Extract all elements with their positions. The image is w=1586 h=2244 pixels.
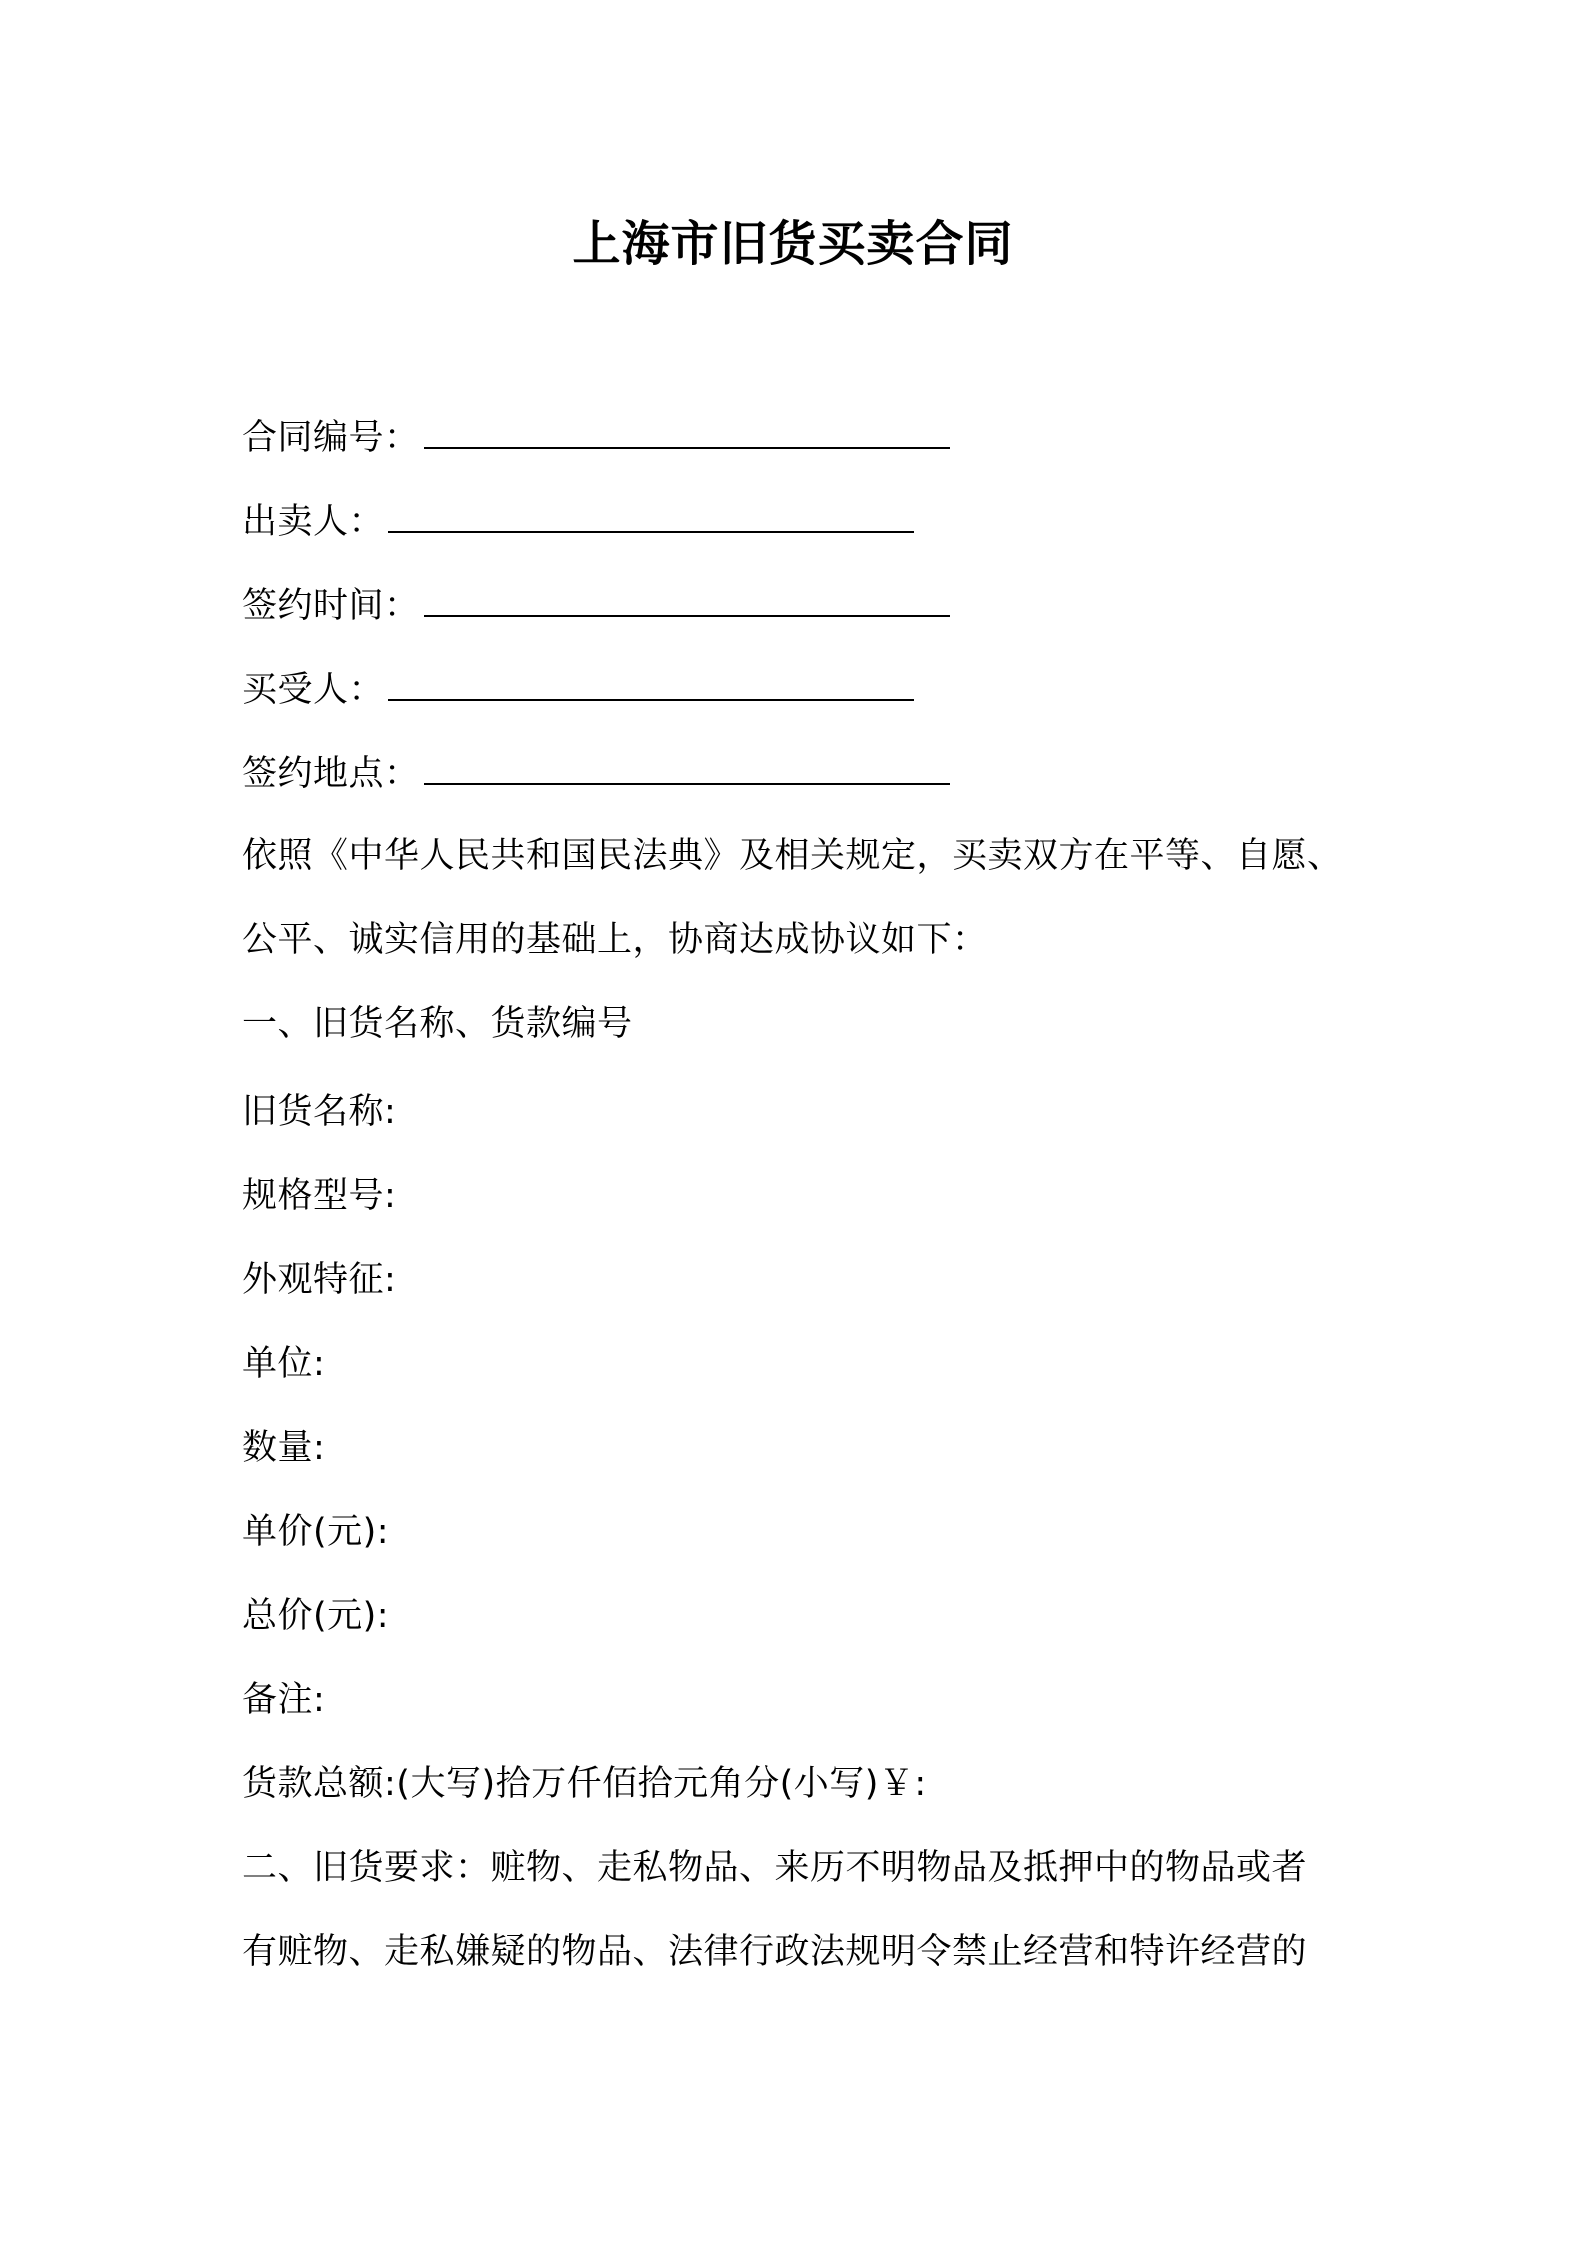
field-label: 出卖人：: [242, 502, 385, 542]
blank-line: [388, 665, 914, 701]
total-amount: 货款总额:(大写)拾万仟佰拾元角分(小写)￥:: [242, 1764, 927, 1804]
field-seller: [242, 497, 914, 546]
blank-line: [424, 749, 950, 785]
field-buyer: [242, 665, 914, 714]
section-2-line-2: 有赃物、走私嫌疑的物品、法律行政法规明令禁止经营和特许经营的: [242, 1932, 1308, 1972]
field-label: 签约地点：: [242, 754, 420, 794]
item-spec-model: 规格型号:: [242, 1176, 397, 1216]
blank-line: [424, 413, 950, 449]
item-appearance: 外观特征:: [242, 1260, 397, 1300]
item-total-price: 总价(元):: [242, 1596, 390, 1636]
section-2-line-1: 二、旧货要求：赃物、走私物品、来历不明物品及抵押中的物品或者: [242, 1848, 1308, 1888]
item-name: 旧货名称:: [242, 1092, 397, 1132]
field-label: 签约时间：: [242, 586, 420, 626]
item-quantity: 数量:: [242, 1428, 326, 1468]
field-label: 买受人：: [242, 670, 385, 710]
section-1-heading: 一、旧货名称、货款编号: [242, 1004, 633, 1044]
field-label: 合同编号：: [242, 418, 420, 458]
blank-line: [388, 497, 914, 533]
document-title: 上海市旧货买卖合同: [572, 216, 1014, 272]
intro-paragraph-line-1: 依照《中华人民共和国民法典》及相关规定，买卖双方在平等、自愿、: [242, 836, 1343, 876]
item-remarks: 备注:: [242, 1680, 326, 1720]
field-contract-number: [242, 413, 950, 462]
intro-paragraph-line-2: 公平、诚实信用的基础上，协商达成协议如下：: [242, 920, 988, 960]
item-unit-price: 单价(元):: [242, 1512, 390, 1552]
field-signing-place: [242, 749, 950, 798]
item-unit: 单位:: [242, 1344, 326, 1384]
blank-line: [424, 581, 950, 617]
field-signing-time: [242, 581, 950, 630]
